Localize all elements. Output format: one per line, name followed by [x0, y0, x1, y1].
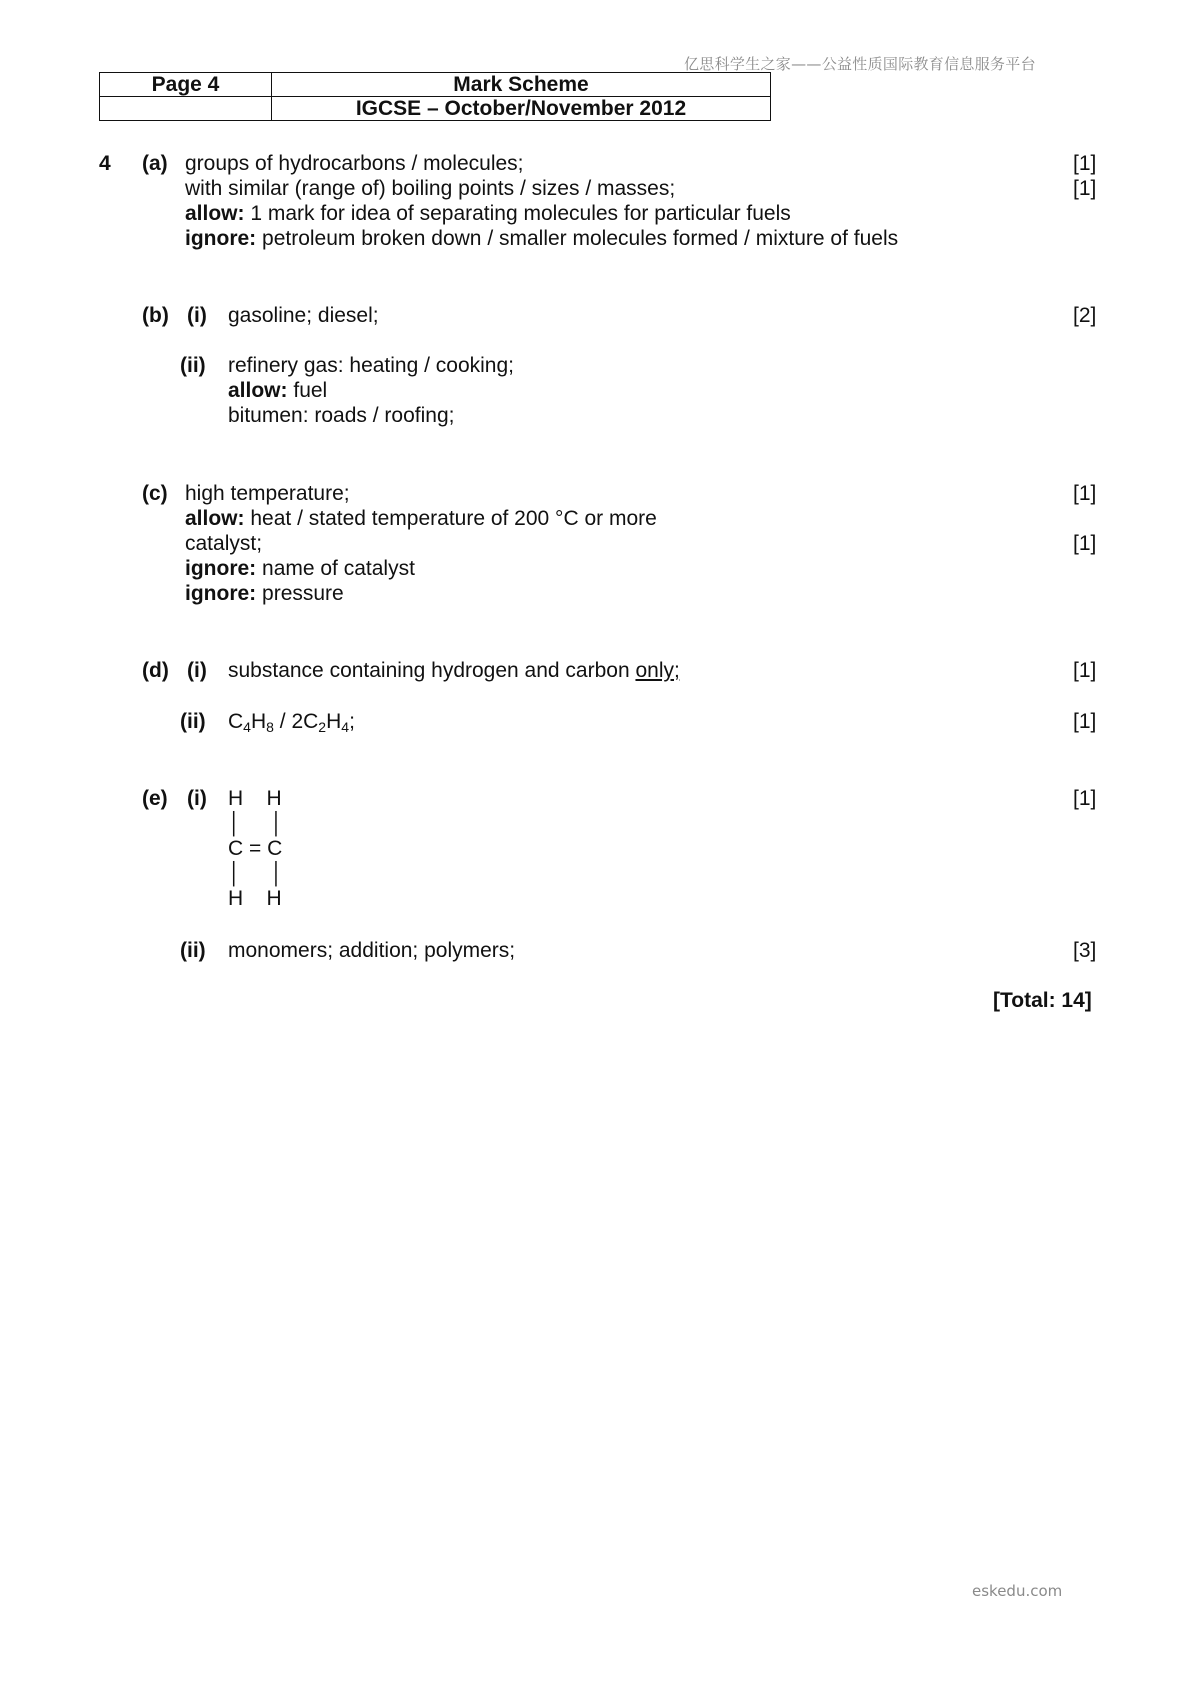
header-title: Mark Scheme	[272, 73, 771, 97]
definition-underlined: only;	[635, 659, 680, 682]
part-c-line1: high temperature;	[185, 482, 350, 505]
question-number: 4	[99, 152, 111, 175]
part-d-label: (d)	[142, 659, 169, 682]
ignore-keyword: ignore:	[185, 557, 257, 580]
header-table	[99, 72, 771, 121]
formula-h: H	[326, 710, 342, 733]
header-empty-cell	[100, 97, 272, 121]
part-e-ii-text: monomers; addition; polymers;	[228, 939, 516, 962]
part-c-label: (c)	[142, 482, 168, 505]
formula-end: ;	[349, 710, 355, 733]
ignore-text: pressure	[262, 582, 344, 605]
part-b-ii-line1: refinery gas: heating / cooking;	[228, 354, 515, 377]
structure-bottom-bonds: │ │	[228, 862, 284, 885]
part-d-ii-label: (ii)	[180, 710, 206, 733]
ignore-keyword: ignore:	[185, 227, 257, 250]
part-c-allow	[185, 506, 657, 531]
formula-separator: / 2C	[273, 710, 319, 733]
formula-sub: 4	[341, 719, 350, 735]
structure-top-atoms: H H	[228, 787, 282, 810]
part-a-mark2: [1]	[1073, 177, 1097, 200]
formula-sub: 2	[318, 719, 327, 735]
part-d-ii-formula	[228, 709, 355, 734]
part-b-ii-label: (ii)	[180, 354, 206, 377]
part-b-label: (b)	[142, 304, 169, 327]
part-a-line1: groups of hydrocarbons / molecules;	[185, 152, 524, 175]
part-a-allow	[185, 201, 791, 226]
part-b-ii-allow	[228, 378, 327, 403]
part-d-ii-mark: [1]	[1073, 710, 1097, 733]
part-d-i-text	[228, 658, 680, 683]
header-subtitle: IGCSE – October/November 2012	[272, 97, 771, 121]
part-a-line2: with similar (range of) boiling points / sizes / masses;	[185, 177, 676, 200]
structure-bottom-atoms: H H	[228, 887, 282, 910]
part-b-i-mark: [2]	[1073, 304, 1097, 327]
watermark: 亿思科学生之家——公益性质国际教育信息服务平台	[684, 55, 1036, 73]
part-c-mark1: [1]	[1073, 482, 1097, 505]
part-c-line3: catalyst;	[185, 532, 263, 555]
ignore-text: petroleum broken down / smaller molecules formed / mixture of fuels	[262, 227, 899, 250]
ignore-keyword: ignore:	[185, 582, 257, 605]
formula-h: H	[250, 710, 267, 733]
formula-c: C	[228, 710, 244, 733]
part-a-label: (a)	[142, 152, 168, 175]
allow-text: heat / stated temperature of 200 °C or more	[250, 507, 657, 530]
part-b-ii-line3: bitumen: roads / roofing;	[228, 404, 455, 427]
definition-text: substance containing hydrogen and carbon	[228, 659, 630, 682]
ignore-text: name of catalyst	[262, 557, 415, 580]
part-e-i-mark: [1]	[1073, 787, 1097, 810]
allow-keyword: allow:	[228, 379, 288, 402]
part-e-i-label: (i)	[187, 787, 207, 810]
part-e-ii-label: (ii)	[180, 939, 206, 962]
part-a-mark1: [1]	[1073, 152, 1097, 175]
part-c-mark2: [1]	[1073, 532, 1097, 555]
allow-keyword: allow:	[185, 507, 245, 530]
structure-double-bond: C = C	[228, 837, 283, 860]
part-e-label: (e)	[142, 787, 168, 810]
part-b-i-label: (i)	[187, 304, 207, 327]
structure-top-bonds: │ │	[228, 812, 284, 835]
part-c-ignore2	[185, 581, 344, 606]
formula-sub: 8	[266, 719, 274, 735]
part-d-i-label: (i)	[187, 659, 207, 682]
part-e-ii-mark: [3]	[1073, 939, 1097, 962]
allow-text: fuel	[293, 379, 328, 402]
part-b-i-text: gasoline; diesel;	[228, 304, 379, 327]
allow-keyword: allow:	[185, 202, 245, 225]
part-d-i-mark: [1]	[1073, 659, 1097, 682]
footer-url: eskedu.com	[972, 1582, 1063, 1600]
page-number: Page 4	[100, 73, 272, 97]
part-c-ignore1	[185, 556, 415, 581]
total-marks: [Total: 14]	[993, 989, 1092, 1012]
part-a-ignore	[185, 226, 898, 251]
formula-sub: 4	[243, 719, 251, 735]
allow-text: 1 mark for idea of separating molecules for particular fuels	[250, 202, 791, 225]
